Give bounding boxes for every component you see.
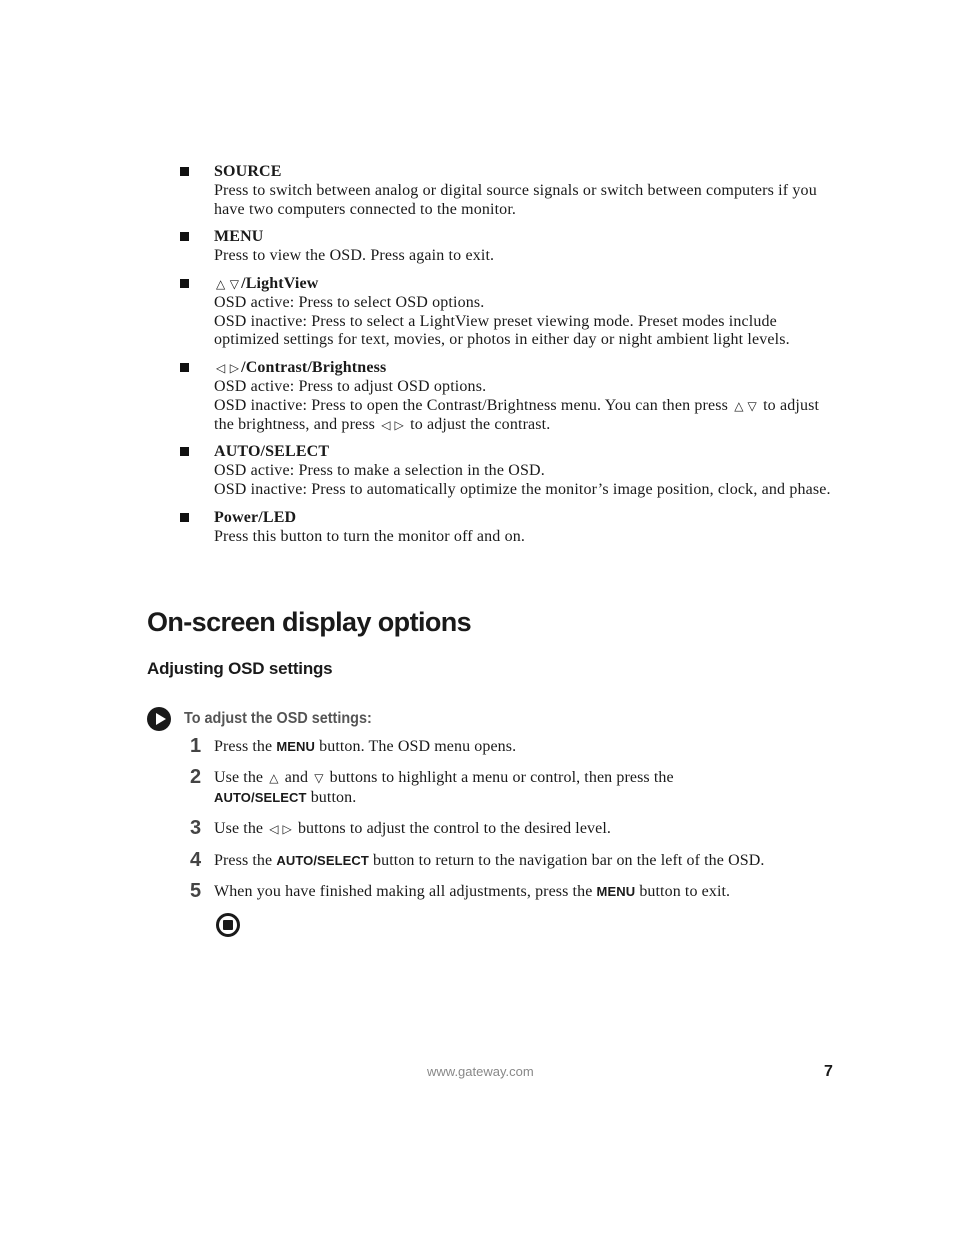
item-title: SOURCE	[214, 163, 282, 180]
page-number: 7	[824, 1063, 833, 1080]
procedure-play-icon	[147, 707, 171, 731]
item-title: MENU	[214, 228, 264, 246]
item-description: Press to view the OSD. Press again to exit.	[214, 247, 495, 265]
bullet-square-icon	[180, 513, 189, 522]
list-item-power-led	[180, 509, 840, 547]
step-number: 2	[190, 766, 202, 788]
section-title: On-screen display options	[147, 607, 472, 637]
up-down-arrows-icon: △ ▽	[734, 398, 757, 413]
step-5: 5 When you have finished making all adjustments, press the MENU button to exit.	[190, 880, 731, 902]
up-down-arrows-icon: △ ▽	[216, 276, 240, 291]
list-item-lightview	[180, 275, 840, 350]
item-title: AUTO/SELECT	[214, 443, 330, 461]
procedure-heading	[147, 707, 393, 731]
menu-key-label: MENU	[276, 739, 316, 754]
step-number: 4	[190, 849, 202, 871]
item-title	[214, 275, 840, 294]
button-descriptions-list	[180, 163, 840, 555]
item-title-text: /Contrast/Brightness	[241, 359, 387, 377]
subsection-title: Adjusting OSD settings	[147, 659, 333, 678]
bullet-square-icon	[180, 363, 189, 372]
bullet-square-icon	[180, 232, 189, 241]
procedure-end-stop-icon	[216, 913, 240, 937]
auto-select-key-label: AUTO/SELECT	[214, 790, 307, 805]
auto-select-key-label: AUTO/SELECT	[276, 853, 369, 868]
step-number: 5	[190, 880, 202, 902]
list-item-contrast-brightness	[180, 359, 840, 434]
left-right-arrows-icon: ◁ ▷	[269, 822, 292, 836]
left-right-arrows-icon: ◁ ▷	[216, 361, 240, 376]
down-arrow-icon: ▽	[314, 771, 324, 785]
bullet-square-icon	[180, 279, 189, 288]
item-title-text: /LightView	[241, 274, 319, 292]
step-number: 3	[190, 817, 202, 839]
procedure-steps	[190, 737, 850, 901]
left-right-arrows-icon: ◁ ▷	[381, 417, 404, 432]
bullet-square-icon	[180, 447, 189, 456]
step-4: 4 Press the AUTO/SELECT button to return to the navigation bar on the left of the OSD.	[190, 849, 765, 871]
item-description: OSD active: Press to make a selection in the OSD.	[214, 462, 545, 480]
procedure-title: To adjust the OSD settings:	[184, 710, 372, 727]
step-3: 3 Use the ◁ ▷ buttons to adjust the control to the desired level.	[190, 817, 611, 839]
step-2: 2 Use the △ and ▽ buttons to highlight a menu or control, then press the AUTO/SELECT button.	[190, 766, 674, 806]
item-description: OSD inactive: Press to open the Contrast/Brightness menu. You can then press △ ▽ to adjust the brightness, and press ◁ ▷ to adjust the contrast.	[214, 396, 820, 433]
footer-url: www.gateway.com	[427, 1064, 534, 1079]
item-description: OSD inactive: Press to automatically optimize the monitor’s image position, clock, and phase.	[214, 480, 831, 498]
up-arrow-icon: △	[269, 771, 279, 785]
list-item-menu	[180, 228, 840, 266]
menu-key-label: MENU	[596, 884, 636, 899]
item-description: Press to switch between analog or digital source signals or switch between computers if you have two computers connected to the monitor.	[214, 181, 817, 218]
bullet-square-icon	[180, 167, 189, 176]
item-description: OSD active: Press to adjust OSD options.	[214, 377, 487, 395]
list-item-auto-select	[180, 443, 840, 499]
item-description: OSD active: Press to select OSD options.	[214, 293, 485, 311]
step-number: 1	[190, 735, 202, 757]
step-1: 1 Press the MENU button. The OSD menu opens.	[190, 735, 517, 757]
item-title	[214, 359, 840, 378]
list-item-source	[180, 163, 840, 219]
item-title: Power/LED	[214, 508, 297, 526]
item-description: OSD inactive: Press to select a LightView preset viewing mode. Preset modes include optimized settings for text, movies, or photos in either day or night ambient light levels.	[214, 312, 790, 349]
item-description: Press this button to turn the monitor off and on.	[214, 527, 526, 545]
